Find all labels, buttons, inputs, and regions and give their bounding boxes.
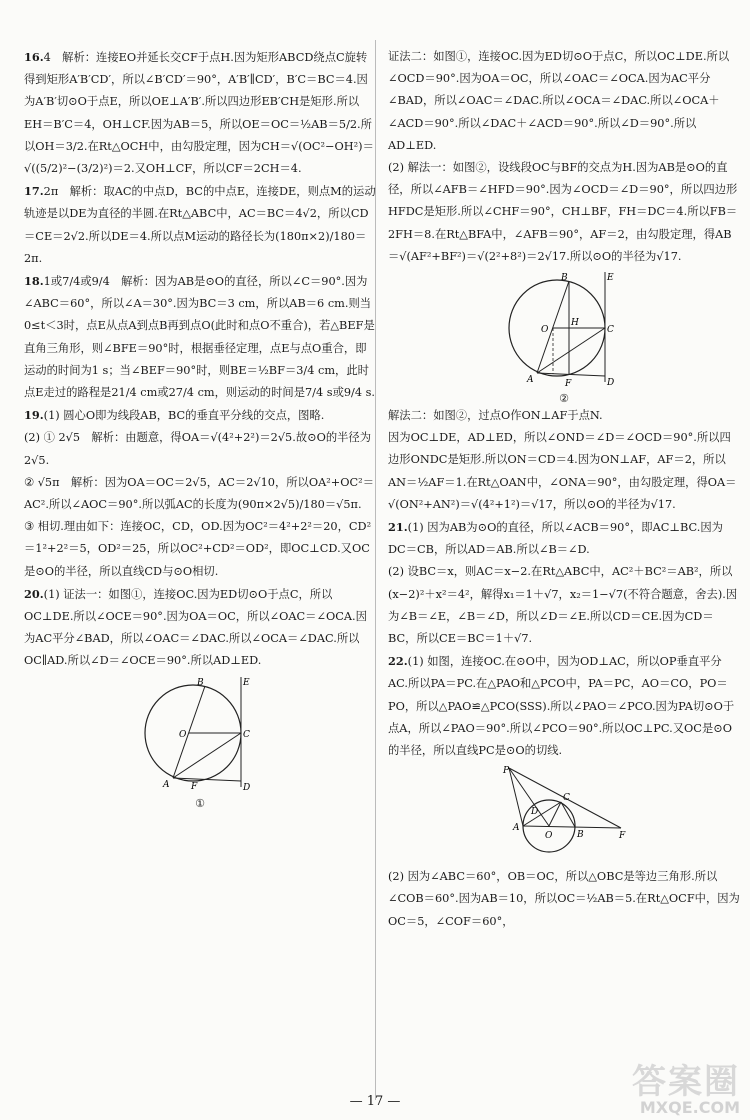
label-c: C bbox=[607, 325, 614, 336]
label-d: D bbox=[531, 807, 539, 818]
figure-1-label: ① bbox=[195, 796, 205, 810]
label-f: F bbox=[565, 379, 572, 390]
line-af bbox=[523, 826, 621, 828]
answer-20-part3: 解法二：如图②，过点O作ON⊥AF于点N. 因为OC⊥DE，AD⊥ED，所以∠OND＝∠D＝∠OCD＝90°.所以四边形ONDC是矩形.所以ON＝CD＝4.因为ON⊥AF，AF＝2，所以AN＝½AF＝1.在Rt△OAN中，∠ONA＝90°，由勾股定理，得OA＝√(ON²+AN²)＝√(4²+1²)＝√17，所以⊙O的半径为√17. bbox=[388, 409, 737, 511]
answer-21: 21.(1) 因为AB为⊙O的直径，所以∠ACB＝90°，即AC⊥BC.因为DC＝CB，所以AD＝AB.所以∠B＝∠D. (2) 设BC＝x，则AC＝x−2.在Rt△ABC中，AC²＋BC²＝AB²，所以(x−2)²＋x²＝4²，解得x₁＝1＋√7，x₂＝1−√7(不符合题意，舍去).因为∠B＝∠E，∠B＝∠D，所以∠D＝∠E.所以CD＝CE.因为CD＝BC，所以CE＝BC＝1＋√7. bbox=[388, 520, 738, 646]
answer-19: 19.(1) 圆心O即为线段AB，BC的垂直平分线的交点，图略. (2) ① 2√5 解析：由题意，得OA＝√(4²+2²)＝2√5.故⊙O的半径为2√5. ② √5π 解析：因为OA＝OC＝2√5，AC＝2√10，所以OA²+OC²＝AC².所以∠AOC＝90°.所以弧AC的长度为(90π×2√5)/180＝√5π. ③ 相切.理由如下：连接OC，CD，OD.因为OC²＝4²+2²＝20，CD²＝1²+2²＝5，OD²＝25，所以OC²+CD²＝OD²，即OC⊥CD.又OC是⊙O的半径，所以直线CD与⊙O相切. bbox=[24, 408, 374, 578]
answer-17: 17.2π 解析：取AC的中点D，BC的中点E，连接DE，则点M的运动轨迹是以DE为直径的半圆.在Rt△ABC中，AC＝BC＝4√2，所以CD＝CE＝2√2.所以DE＝4.所以点M运动的路径长为(180π×2)/180＝2π. bbox=[24, 184, 376, 265]
label-c: C bbox=[563, 793, 570, 804]
label-b: B bbox=[577, 830, 584, 841]
page-number: — 17 — bbox=[349, 1094, 401, 1109]
diameter-ab bbox=[173, 686, 205, 778]
label-b: B bbox=[197, 677, 204, 688]
answer-18: 18.1或7/4或9/4 解析：因为AB是⊙O的直径，所以∠C＝90°.因为∠ABC＝60°，所以∠A＝30°.因为BC＝3 cm，所以AB＝6 cm.则当0≤t＜3时，点E从点A到点B再到点O(此时和点O不重合)，若△BEF是直角三角形，则∠BFE＝90°时，根据垂径定理，点E与点O重合，即运动的时间为1 s；当∠BEF＝90°时，则BE＝½BF＝3/4 cm，此时点E走过的路程是21/4 cm或27/4 cm，则运动的时间是7/4 s或9/4 s. bbox=[24, 274, 376, 400]
label-a: A bbox=[513, 823, 520, 834]
right-column bbox=[388, 46, 740, 933]
left-answers bbox=[24, 46, 376, 673]
answer-20-part1: 20.(1) 证法一：如图①，连接OC.因为ED切⊙O于点C，所以OC⊥DE.所以∠OCE＝90°.因为OA＝OC，所以∠OAC＝∠OCA.因为AC平分∠BAD，所以∠OAC＝∠DAC.所以∠OCA＝∠DAC.所以OC∥AD.所以∠D＝∠OCE＝90°.所以AD⊥ED. bbox=[24, 586, 367, 668]
label-o: O bbox=[541, 325, 549, 336]
label-p: P bbox=[503, 766, 510, 777]
label-f: F bbox=[191, 781, 198, 792]
answer-20-part2: 证法二：如图①，连接OC.因为ED切⊙O于点C，所以OC⊥DE.所以∠OCD＝90°.因为OA＝OC，所以∠OAC＝∠OCA.因为AC平分∠BAD，所以∠OAC＝∠DAC.所以∠OCA＝∠DAC.所以∠OCA＋∠ACD＝90°.所以∠DAC＋∠ACD＝90°.所以∠D＝90°.所以AD⊥ED. (2) 解法一：如图②，设线段OC与BF的交点为H.因为AB是⊙O的直径，所以∠AFB＝∠HFD＝90°.因为∠OCD＝∠D＝90°，所以四边形HFDC是矩形.所以∠CHF＝90°，CH⊥BF，FH＝DC＝4.所以FB＝2FH＝8.在Rt△BFA中，∠AFB＝90°，AF＝2，由勾股定理，得AB＝√(AF²+BF²)＝√(2²+8²)＝2√17.所以⊙O的半径为√17. bbox=[388, 50, 738, 263]
label-c: C bbox=[243, 729, 250, 740]
watermark-url: MXQE.COM bbox=[639, 1098, 740, 1117]
label-o: O bbox=[179, 729, 187, 740]
label-d: D bbox=[243, 782, 251, 793]
watermark-title: 答案圈 bbox=[632, 1062, 740, 1102]
label-e: E bbox=[243, 677, 250, 688]
figure-2-label: ② bbox=[559, 392, 569, 406]
left-column bbox=[24, 46, 376, 810]
figure-3 bbox=[499, 764, 629, 864]
answer-22-part2: (2) 因为∠ABC＝60°，OB＝OC，所以△OBC是等边三角形.所以∠COB＝60°.因为AB＝10，所以OC＝½AB＝5.在Rt△OCF中，因为OC＝5，∠COF＝60°， bbox=[388, 870, 740, 928]
answer-22-part1: 22.(1) 如图，连接OC.在⊙O中，因为OD⊥AC，所以OP垂直平分AC.所以PA＝PC.在△PAO和△PCO中，PA＝PC，AO＝CO，PO＝PO，所以△PAO≌△PCO(SSS).所以∠PAO＝∠PCO.因为PA切⊙O于点A，所以∠PAO＝90°.所以∠PCO＝90°.所以OC⊥PC.又OC是⊙O的半径，所以直线PC是⊙O的切线. bbox=[388, 654, 735, 758]
figure-1 bbox=[135, 675, 265, 795]
right-answers bbox=[388, 405, 740, 762]
label-a: A bbox=[527, 375, 534, 386]
label-b: B bbox=[561, 273, 568, 284]
label-d: D bbox=[607, 378, 615, 389]
label-e: E bbox=[607, 273, 614, 284]
label-h: H bbox=[571, 318, 579, 329]
line-po bbox=[509, 768, 549, 826]
watermark bbox=[632, 1064, 740, 1116]
label-o: O bbox=[545, 831, 553, 842]
label-a: A bbox=[163, 779, 170, 790]
tangent-pa bbox=[509, 768, 523, 826]
figure-2 bbox=[499, 270, 629, 390]
answer-16: 16.4 解析：连接EO并延长交CF于点H.因为矩形ABCD绕点C旋转得到矩形A′B′CD′，所以∠B′CD′＝90°，A′B′∥CD′，B′C＝BC＝4.因为A′B′切⊙O于点E，所以OE⊥A′B′.所以四边形EB′CH是矩形.所以EH＝B′C＝4，OH⊥CF.因为AB＝5，所以OE＝OC＝½AB＝5/2.所以OH＝3/2.在Rt△OCH中，由勾股定理，因为CH＝√(OC²−OH²)＝√((5/2)²−(3/2)²)＝2.又OH⊥CF，所以CF＝2CH＝4. bbox=[24, 50, 374, 176]
label-f: F bbox=[619, 831, 626, 842]
